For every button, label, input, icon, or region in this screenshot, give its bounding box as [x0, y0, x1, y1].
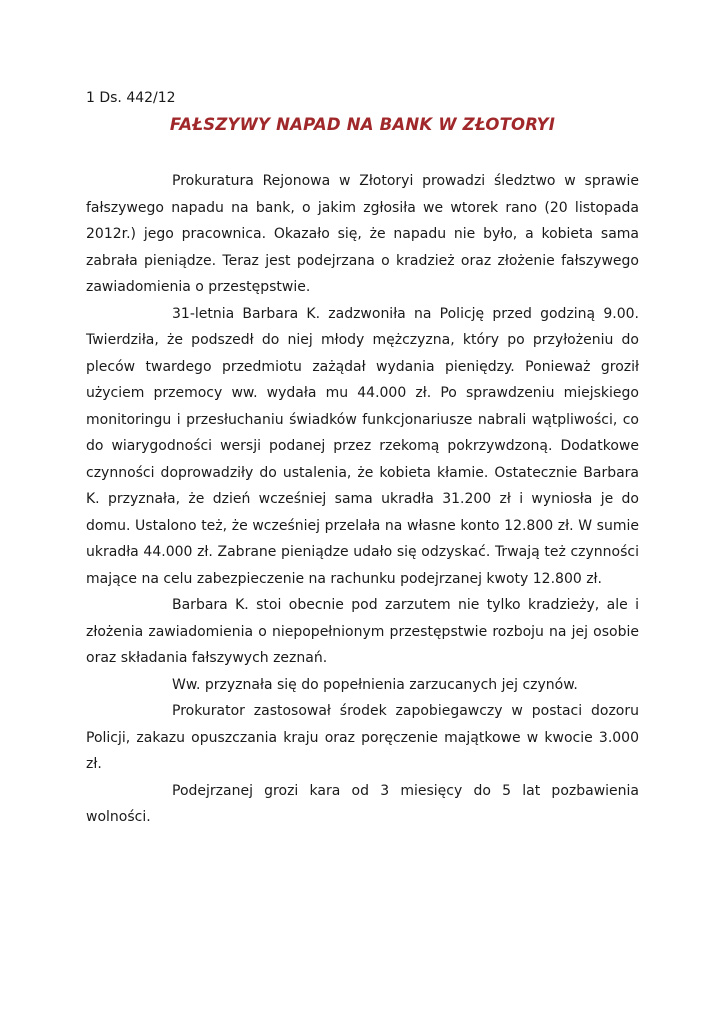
- paragraph-1: Prokuratura Rejonowa w Złotoryi prowadzi śledztwo w sprawie fałszywego napadu na bank, o jakim zgłosiła we wtorek rano (20 listopada 2012r.) jego pracownica. Okazało się, że napadu nie było, a kobieta sama zabrała pieniądze. Teraz jest podejrzana o kradzież oraz złożenie fałszywego zawiadomienia o przestępstwie.: [86, 173, 639, 295]
- paragraph-5: Prokurator zastosował środek zapobiegawczy w postaci dozoru Policji, zakazu opuszczania kraju oraz poręczenie majątkowe w kwocie 3.000 zł.: [86, 703, 639, 772]
- paragraph-3: Barbara K. stoi obecnie pod zarzutem nie tylko kradzieży, ale i złożenia zawiadomienia o niepopełnionym przestępstwie rozboju na jej osobie oraz składania fałszywych zeznań.: [86, 597, 639, 666]
- document-body: [86, 168, 639, 831]
- paragraph-2: 31-letnia Barbara K. zadzwoniła na Policję przed godziną 9.00. Twierdziła, że podszedł do niej młody mężczyzna, który po przyłożeniu do pleców twardego przedmiotu zażądał wydania pieniędzy. Ponieważ groził użyciem przemocy ww. wydała mu 44.000 zł. Po sprawdzeniu miejskiego monitoringu i przesłuchaniu świadków funkcjonariusze nabrali wątpliwości, co do wiarygodności wersji podanej przez rzekomą pokrzywdzoną. Dodatkowe czynności doprowadziły do ustalenia, że kobieta kłamie. Ostatecznie Barbara K. przyznała, że dzień wcześniej sama ukradła 31.200 zł i wyniosła je do domu. Ustalono też, że wcześniej przelała na własne konto 12.800 zł. W sumie ukradła 44.000 zł. Zabrane pieniądze udało się odzyskać. Trwają też czynności mające na celu zabezpieczenie na rachunku podejrzanej kwoty 12.800 zł.: [86, 305, 639, 587]
- document-title: FAŁSZYWY NAPAD NA BANK W ZŁOTORYI: [169, 115, 556, 134]
- paragraph-4: Ww. przyznała się do popełnienia zarzucanych jej czynów.: [172, 676, 578, 693]
- case-number: 1 Ds. 442/12: [86, 90, 176, 106]
- paragraph-6: Podejrzanej grozi kara od 3 miesięcy do 5 lat pozbawienia wolności.: [86, 782, 639, 825]
